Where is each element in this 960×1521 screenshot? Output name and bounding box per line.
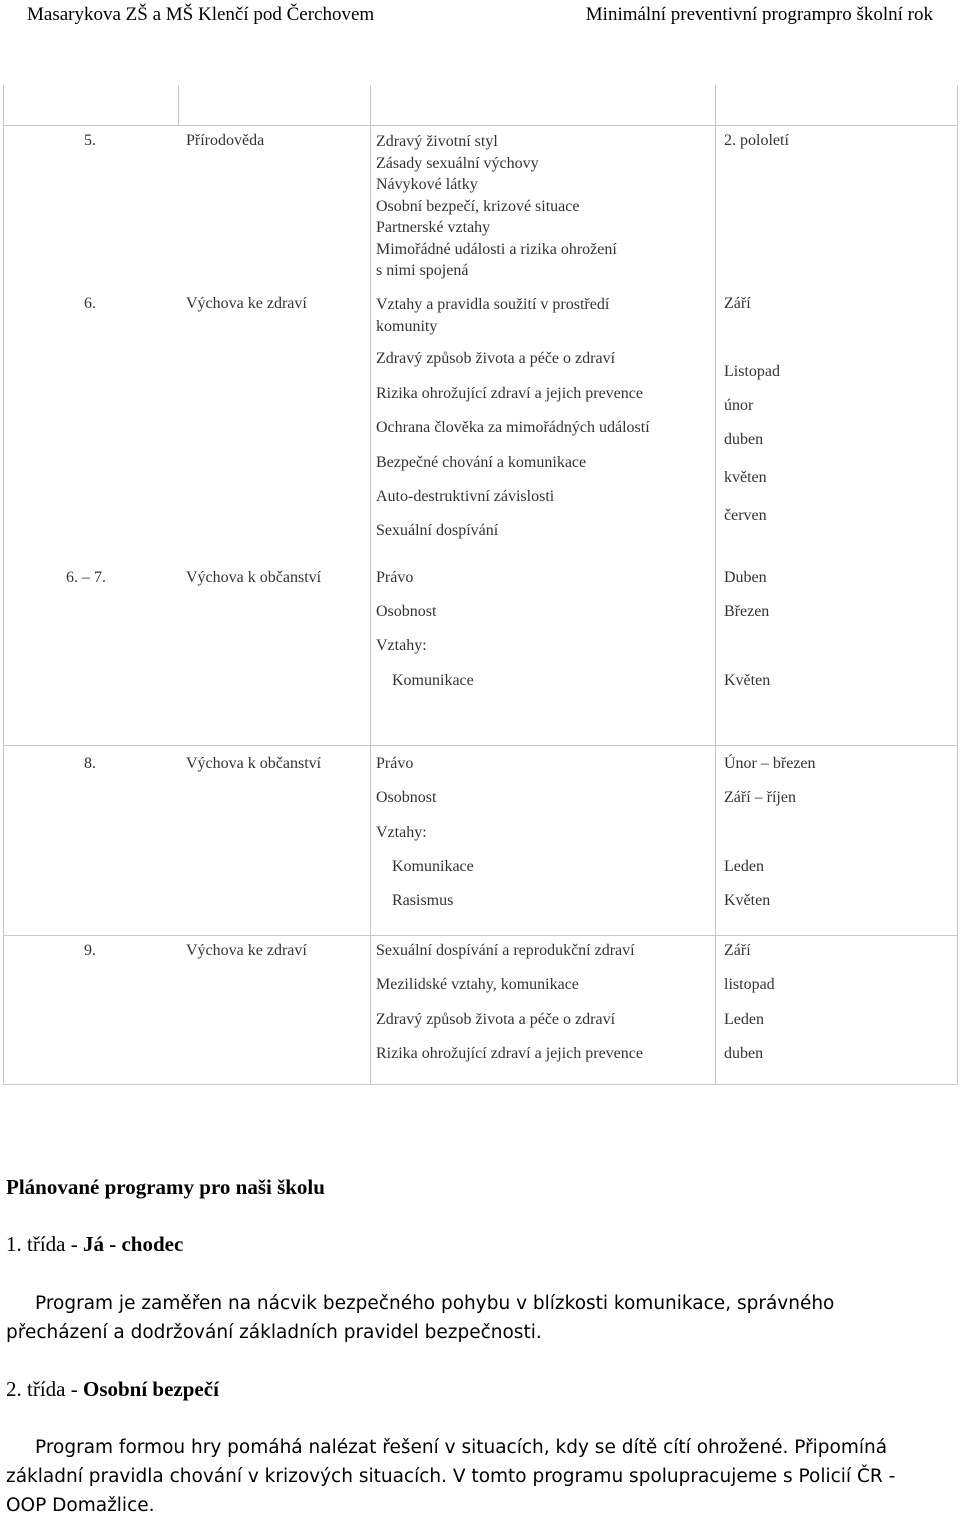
topic-item: Vztahy a pravidla soužití v prostředí: [376, 296, 610, 313]
schedule-item: Leden: [724, 1011, 764, 1028]
programs-heading: Plánované programy pro naši školu: [6, 1175, 325, 1199]
schedule-item: Duben: [724, 569, 767, 586]
topic-item: Osobní bezpečí, krizové situace: [376, 197, 580, 215]
schedule-item: Květen: [724, 672, 771, 689]
topic-item: Rasismus: [392, 892, 454, 909]
topic-item: Partnerské vztahy: [376, 219, 491, 236]
topic-item: komunity: [376, 318, 438, 335]
topic-item: Mezilidské vztahy, komunikace: [376, 976, 579, 993]
program-description-container: [6, 1289, 936, 1347]
schedule-item: Září – říjen: [724, 789, 796, 806]
program-heading: [6, 1232, 183, 1257]
grade-cell: 6. – 7.: [66, 569, 106, 586]
grade-cell: 5.: [84, 132, 96, 149]
schedule-item: Listopad: [724, 363, 780, 380]
program-class: 1. třída -: [6, 1232, 83, 1256]
topic-item: Komunikace: [392, 858, 474, 875]
schedule-item: Únor – březen: [724, 755, 816, 772]
schedule-item: duben: [724, 1045, 764, 1062]
topic-item: Zdravý životní styl: [376, 133, 498, 150]
program-name: Osobní bezpečí: [82, 1377, 219, 1401]
topic-item: Vztahy:: [376, 824, 427, 841]
schedule-item: Leden: [724, 858, 764, 875]
topic-item: Bezpečné chování a komunikace: [376, 454, 587, 471]
schedule-item: Září: [724, 942, 751, 959]
schedule-item: červen: [724, 507, 767, 524]
topic-item: Zdravý způsob života a péče o zdraví: [376, 1011, 616, 1028]
grade-cell: 6.: [84, 295, 96, 312]
program-description-container: [6, 1433, 936, 1520]
schedule-item: listopad: [724, 976, 775, 993]
schedule-item: Květen: [724, 892, 771, 909]
topic-item: Rizika ohrožující zdraví a jejich prevence: [376, 385, 643, 402]
topic-item: Rizika ohrožující zdraví a jejich prevence: [376, 1045, 643, 1062]
topic-item: Vztahy:: [376, 637, 427, 654]
document-title: Minimální preventivní programpro školní rok: [585, 4, 933, 25]
schedule-item: únor: [724, 397, 754, 414]
program-description: Program je zaměřen na nácvik bezpečného pohybu v blízkosti komunikace, správného přecházení a dodržování základních pravidel bezpečnosti.: [6, 1293, 835, 1343]
grade-cell: 9.: [84, 942, 96, 959]
topic-item: Právo: [376, 569, 414, 586]
grade-cell: 8.: [84, 755, 96, 772]
schedule-item: Září: [724, 295, 751, 312]
topic-item: Právo: [376, 755, 414, 772]
subject-cell: Výchova ke zdraví: [186, 942, 307, 959]
program-class: 2. třída -: [6, 1377, 83, 1401]
topic-item: Komunikace: [392, 672, 474, 689]
topic-item: Auto-destruktivní závislosti: [376, 488, 555, 505]
topic-item: Návykové látky: [376, 176, 478, 193]
program-description: Program formou hry pomáhá nalézat řešení v situacích, kdy se dítě cítí ohrožené. Připomíná základní pravidla chování v krizových situacích. V tomto programu spolupracujeme s Policií ČR - OOP Domažlice.: [6, 1437, 896, 1516]
topic-item: Mimořádné události a rizika ohrožení: [376, 240, 617, 258]
schedule-item: květen: [724, 469, 767, 486]
school-name: Masarykova ZŠ a MŠ Klenčí pod Čerchovem: [27, 4, 375, 25]
topic-item: s nimi spojená: [376, 262, 469, 279]
schedule-item: 2. pololetí: [724, 132, 789, 149]
topic-item: Zdravý způsob života a péče o zdraví: [376, 350, 616, 367]
subject-cell: Výchova k občanství: [186, 569, 322, 586]
schedule-item: duben: [724, 431, 764, 448]
page-header: [0, 0, 960, 32]
topic-item: Zásady sexuální výchovy: [376, 154, 539, 172]
topic-item: Sexuální dospívání: [376, 522, 499, 539]
topic-item: Osobnost: [376, 603, 437, 620]
program-name: Já - chodec: [82, 1232, 184, 1256]
schedule-item: Březen: [724, 603, 770, 620]
subject-cell: Výchova k občanství: [186, 755, 322, 772]
topic-item: Osobnost: [376, 789, 437, 806]
subject-cell: Přírodověda: [186, 132, 265, 149]
program-heading: [6, 1377, 219, 1402]
topic-item: Sexuální dospívání a reprodukční zdraví: [376, 942, 635, 959]
subject-cell: Výchova ke zdraví: [186, 295, 307, 312]
topic-item: Ochrana člověka za mimořádných událostí: [376, 419, 650, 436]
